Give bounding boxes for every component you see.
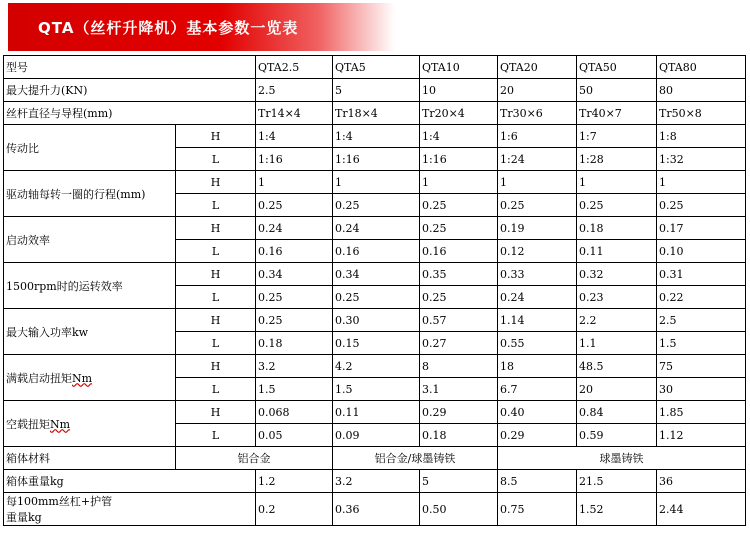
- value-cell: 0.25: [657, 194, 746, 217]
- material-cell: 球墨铸铁: [498, 447, 746, 470]
- row-label-idle-torque: [4, 401, 176, 447]
- value-cell: 20: [577, 378, 657, 401]
- label-line: 每100mm丝杠+护管: [6, 495, 113, 508]
- value-cell: 0.34: [333, 263, 420, 286]
- value-cell: 1.5: [333, 378, 420, 401]
- parameter-table: [3, 55, 746, 526]
- row-label-full-load-torque: [4, 355, 176, 401]
- value-cell: 3.1: [420, 378, 498, 401]
- value-cell: 5: [333, 79, 420, 102]
- value-cell: 30: [657, 378, 746, 401]
- value-cell: 80: [657, 79, 746, 102]
- value-cell: 0.34: [256, 263, 333, 286]
- mode-label-l: L: [176, 148, 256, 171]
- row-label-ratio: 传动比: [4, 125, 176, 171]
- value-cell: 4.2: [333, 355, 420, 378]
- value-cell: 0.19: [498, 217, 577, 240]
- value-cell: 0.59: [577, 424, 657, 447]
- table-row-screw-weight: [4, 493, 746, 526]
- value-cell: 1:7: [577, 125, 657, 148]
- value-cell: 0.25: [420, 217, 498, 240]
- value-cell: 0.24: [498, 286, 577, 309]
- label-line: 重量kg: [6, 511, 42, 524]
- mode-label-h: H: [176, 355, 256, 378]
- value-cell: 1:6: [498, 125, 577, 148]
- value-cell: 0.40: [498, 401, 577, 424]
- value-cell: 3.2: [333, 470, 420, 493]
- value-cell: 1: [657, 171, 746, 194]
- value-cell: 8.5: [498, 470, 577, 493]
- value-cell: 0.18: [256, 332, 333, 355]
- mode-label-h: H: [176, 401, 256, 424]
- table-row-model: [4, 56, 746, 79]
- value-cell: 1:4: [333, 125, 420, 148]
- value-cell: 0.10: [657, 240, 746, 263]
- mode-label-l: L: [176, 286, 256, 309]
- value-cell: Tr30×6: [498, 102, 577, 125]
- mode-label-l: L: [176, 332, 256, 355]
- value-cell: 1.5: [256, 378, 333, 401]
- value-cell: 2.5: [256, 79, 333, 102]
- mode-label-l: L: [176, 240, 256, 263]
- value-cell: 0.25: [256, 194, 333, 217]
- title-banner: [8, 3, 395, 51]
- value-cell: 1:4: [256, 125, 333, 148]
- row-label-lift-force: 最大提升力(KN): [4, 79, 256, 102]
- value-cell: Tr50×8: [657, 102, 746, 125]
- value-cell: 21.5: [577, 470, 657, 493]
- value-cell: 1.12: [657, 424, 746, 447]
- mode-label-h: H: [176, 125, 256, 148]
- value-cell: 0.25: [333, 286, 420, 309]
- value-cell: Tr18×4: [333, 102, 420, 125]
- value-cell: 0.05: [256, 424, 333, 447]
- value-cell: 0.16: [420, 240, 498, 263]
- row-label-model: 型号: [4, 56, 256, 79]
- value-cell: 0.33: [498, 263, 577, 286]
- value-cell: 8: [420, 355, 498, 378]
- row-label-screw: 丝杆直径与导程(mm): [4, 102, 256, 125]
- value-cell: 0.11: [333, 401, 420, 424]
- value-cell: 0.25: [256, 286, 333, 309]
- value-cell: 0.24: [256, 217, 333, 240]
- value-cell: 1:32: [657, 148, 746, 171]
- value-cell: 1:24: [498, 148, 577, 171]
- value-cell: 0.16: [256, 240, 333, 263]
- value-cell: 2.44: [657, 493, 746, 526]
- table-row-full-torque-h: [4, 355, 746, 378]
- unit-text: Nm: [72, 371, 93, 385]
- value-cell: 0.15: [333, 332, 420, 355]
- model-cell: QTA20: [498, 56, 577, 79]
- value-cell: 10: [420, 79, 498, 102]
- mode-label-l: L: [176, 194, 256, 217]
- value-cell: 0.50: [420, 493, 498, 526]
- table-row-travel-h: [4, 171, 746, 194]
- value-cell: 18: [498, 355, 577, 378]
- value-cell: 0.36: [333, 493, 420, 526]
- value-cell: 2.2: [577, 309, 657, 332]
- value-cell: 0.32: [577, 263, 657, 286]
- value-cell: 1: [577, 171, 657, 194]
- mode-label-l: L: [176, 424, 256, 447]
- value-cell: 0.84: [577, 401, 657, 424]
- value-cell: 75: [657, 355, 746, 378]
- value-cell: 0.25: [333, 194, 420, 217]
- value-cell: 0.068: [256, 401, 333, 424]
- value-cell: 0.24: [333, 217, 420, 240]
- value-cell: 3.2: [256, 355, 333, 378]
- table-row-idle-torque-h: [4, 401, 746, 424]
- table-row-max-power-h: [4, 309, 746, 332]
- label-text: 满载启动扭矩: [6, 371, 72, 385]
- value-cell: 6.7: [498, 378, 577, 401]
- value-cell: 0.25: [420, 194, 498, 217]
- material-cell: 铝合金/球墨铸铁: [333, 447, 498, 470]
- row-label-max-power: 最大输入功率kw: [4, 309, 176, 355]
- value-cell: 0.18: [577, 217, 657, 240]
- model-cell: QTA50: [577, 56, 657, 79]
- unit-text: Nm: [50, 417, 71, 431]
- value-cell: 0.55: [498, 332, 577, 355]
- value-cell: 0.25: [498, 194, 577, 217]
- value-cell: 0.2: [256, 493, 333, 526]
- value-cell: 1: [256, 171, 333, 194]
- value-cell: 1:8: [657, 125, 746, 148]
- value-cell: 0.22: [657, 286, 746, 309]
- value-cell: 5: [420, 470, 498, 493]
- value-cell: 0.18: [420, 424, 498, 447]
- page-title: QTA（丝杆升降机）基本参数一览表: [38, 19, 299, 37]
- value-cell: Tr40×7: [577, 102, 657, 125]
- value-cell: 0.75: [498, 493, 577, 526]
- mode-label-l: L: [176, 378, 256, 401]
- value-cell: 1.14: [498, 309, 577, 332]
- material-cell: 铝合金: [176, 447, 333, 470]
- row-label-travel: 驱动轴每转一圈的行程(mm): [4, 171, 176, 217]
- value-cell: 0.29: [498, 424, 577, 447]
- row-label-run-efficiency: 1500rpm时的运转效率: [4, 263, 176, 309]
- table-row-housing-weight: [4, 470, 746, 493]
- value-cell: 1.1: [577, 332, 657, 355]
- value-cell: 1.52: [577, 493, 657, 526]
- value-cell: Tr14×4: [256, 102, 333, 125]
- value-cell: 0.30: [333, 309, 420, 332]
- value-cell: 0.16: [333, 240, 420, 263]
- mode-label-h: H: [176, 171, 256, 194]
- value-cell: 2.5: [657, 309, 746, 332]
- value-cell: 1.5: [657, 332, 746, 355]
- model-cell: QTA5: [333, 56, 420, 79]
- model-cell: QTA10: [420, 56, 498, 79]
- value-cell: 0.29: [420, 401, 498, 424]
- value-cell: 48.5: [577, 355, 657, 378]
- value-cell: 1:16: [333, 148, 420, 171]
- value-cell: 0.25: [577, 194, 657, 217]
- mode-label-h: H: [176, 263, 256, 286]
- table-row-screw: [4, 102, 746, 125]
- label-text: 空载扭矩: [6, 417, 50, 431]
- value-cell: 1:28: [577, 148, 657, 171]
- value-cell: 1:16: [420, 148, 498, 171]
- value-cell: 1:16: [256, 148, 333, 171]
- model-cell: QTA2.5: [256, 56, 333, 79]
- value-cell: 20: [498, 79, 577, 102]
- value-cell: 0.23: [577, 286, 657, 309]
- mode-label-h: H: [176, 217, 256, 240]
- model-cell: QTA80: [657, 56, 746, 79]
- value-cell: 50: [577, 79, 657, 102]
- value-cell: 0.25: [420, 286, 498, 309]
- row-label-housing-weight: 箱体重量kg: [4, 470, 256, 493]
- value-cell: 1: [333, 171, 420, 194]
- value-cell: 0.57: [420, 309, 498, 332]
- value-cell: 0.12: [498, 240, 577, 263]
- row-label-housing-material: 箱体材料: [4, 447, 176, 470]
- value-cell: 1: [498, 171, 577, 194]
- value-cell: 1: [420, 171, 498, 194]
- table-row-start-eff-h: [4, 217, 746, 240]
- value-cell: 0.31: [657, 263, 746, 286]
- value-cell: 1.85: [657, 401, 746, 424]
- value-cell: 1.2: [256, 470, 333, 493]
- table-row-lift-force: [4, 79, 746, 102]
- value-cell: Tr20×4: [420, 102, 498, 125]
- value-cell: 36: [657, 470, 746, 493]
- value-cell: 1:4: [420, 125, 498, 148]
- value-cell: 0.17: [657, 217, 746, 240]
- row-label-start-efficiency: 启动效率: [4, 217, 176, 263]
- value-cell: 0.25: [256, 309, 333, 332]
- table-row-housing-material: [4, 447, 746, 470]
- value-cell: 0.11: [577, 240, 657, 263]
- table-row-ratio-h: [4, 125, 746, 148]
- value-cell: 0.35: [420, 263, 498, 286]
- mode-label-h: H: [176, 309, 256, 332]
- value-cell: 0.09: [333, 424, 420, 447]
- value-cell: 0.27: [420, 332, 498, 355]
- row-label-screw-weight: [4, 493, 256, 526]
- table-row-run-eff-h: [4, 263, 746, 286]
